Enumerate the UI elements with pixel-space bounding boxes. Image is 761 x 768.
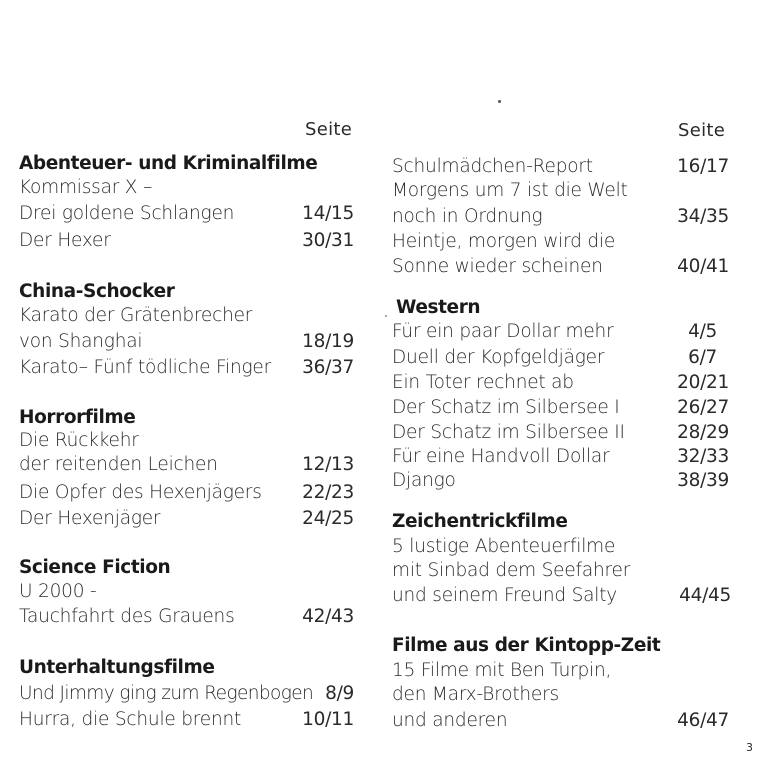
list-item: Heintje, morgen wird die [392, 231, 616, 252]
page-number: 3 [746, 741, 753, 754]
list-item: Hurra, die Schule brennt [19, 709, 242, 730]
list-item: Die Opfer des Hexenjägers [19, 482, 262, 503]
list-item: Django [392, 470, 456, 491]
page-ref: 12/13 [302, 454, 354, 475]
list-item: von Shanghai [19, 331, 143, 352]
page-ref: 16/17 [677, 156, 729, 177]
list-item: Für eine Handvoll Dollar [392, 446, 610, 467]
page-ref: 6/7 [688, 347, 717, 368]
list-item: 15 Filme mit Ben Turpin, [392, 660, 612, 681]
page-ref: 40/41 [677, 256, 729, 277]
page-ref: 36/37 [302, 357, 354, 378]
page-ref: 44/45 [679, 585, 731, 606]
page-ref: 34/35 [677, 206, 729, 227]
list-item: Drei goldene Schlangen [19, 203, 235, 224]
list-item: der reitenden Leichen [19, 454, 218, 475]
list-item: Duell der Kopfgeldjäger [392, 347, 605, 368]
right-seite-label: Seite [678, 120, 726, 141]
section-heading-china-schocker: China-Schocker [19, 281, 175, 302]
list-item: Morgens um 7 ist die Welt [392, 180, 628, 201]
page-ref: 32/33 [677, 446, 729, 467]
print-speck [498, 100, 501, 103]
list-item: noch in Ordnung [392, 206, 543, 227]
section-heading-western: Western [396, 297, 481, 318]
list-item: Tauchfahrt des Grauens [19, 606, 235, 627]
page-ref: 38/39 [677, 470, 729, 491]
list-item: Kommissar X – [19, 177, 153, 198]
list-item: Karato der Grätenbrecher [19, 305, 253, 326]
list-item: Der Schatz im Silbersee II [392, 422, 625, 443]
page-ref: 8/9 [325, 683, 354, 704]
list-item: mit Sinbad dem Seefahrer [392, 560, 631, 581]
list-item: U 2000 - [19, 581, 97, 602]
list-item: Und Jimmy ging zum Regenbogen [19, 683, 314, 704]
section-heading-kintopp: Filme aus der Kintopp-Zeit [392, 635, 661, 656]
list-item: Sonne wieder scheinen [392, 256, 603, 277]
section-heading-science-fiction: Science Fiction [19, 557, 171, 578]
list-item: Für ein paar Dollar mehr [392, 321, 614, 342]
section-heading-abenteuer: Abenteuer- und Kriminalfilme [19, 153, 318, 174]
list-item: den Marx-Brothers [392, 684, 559, 705]
list-item: Karato– Fünf tödliche Finger [19, 357, 272, 378]
page-ref: 10/11 [302, 709, 354, 730]
list-item: Der Schatz im Silbersee I [392, 397, 620, 418]
page-ref: 22/23 [302, 482, 354, 503]
page-ref: 42/43 [302, 606, 354, 627]
print-speck [385, 315, 387, 317]
page-ref: 20/21 [677, 372, 729, 393]
list-item: Ein Toter rechnet ab [392, 372, 574, 393]
list-item: Der Hexenjäger [19, 508, 161, 529]
list-item: Der Hexer [19, 230, 111, 251]
page-ref: 28/29 [677, 422, 729, 443]
page-ref: 46/47 [677, 710, 729, 731]
left-seite-label: Seite [305, 119, 353, 140]
section-heading-horrorfilme: Horrorfilme [19, 407, 136, 428]
page-ref: 18/19 [302, 331, 354, 352]
list-item: und seinem Freund Salty [392, 585, 618, 606]
page-ref: 24/25 [302, 508, 354, 529]
section-heading-zeichentrickfilme: Zeichentrickfilme [392, 511, 568, 532]
page-ref: 30/31 [302, 230, 354, 251]
list-item: Die Rückkehr [19, 430, 139, 451]
list-item: Schulmädchen-Report [392, 156, 593, 177]
page-ref: 26/27 [677, 397, 729, 418]
list-item: 5 lustige Abenteuerfilme [392, 536, 616, 557]
page-ref: 4/5 [688, 321, 717, 342]
section-heading-unterhaltungsfilme: Unterhaltungsfilme [19, 657, 215, 678]
list-item: und anderen [392, 710, 508, 731]
page-ref: 14/15 [302, 203, 354, 224]
